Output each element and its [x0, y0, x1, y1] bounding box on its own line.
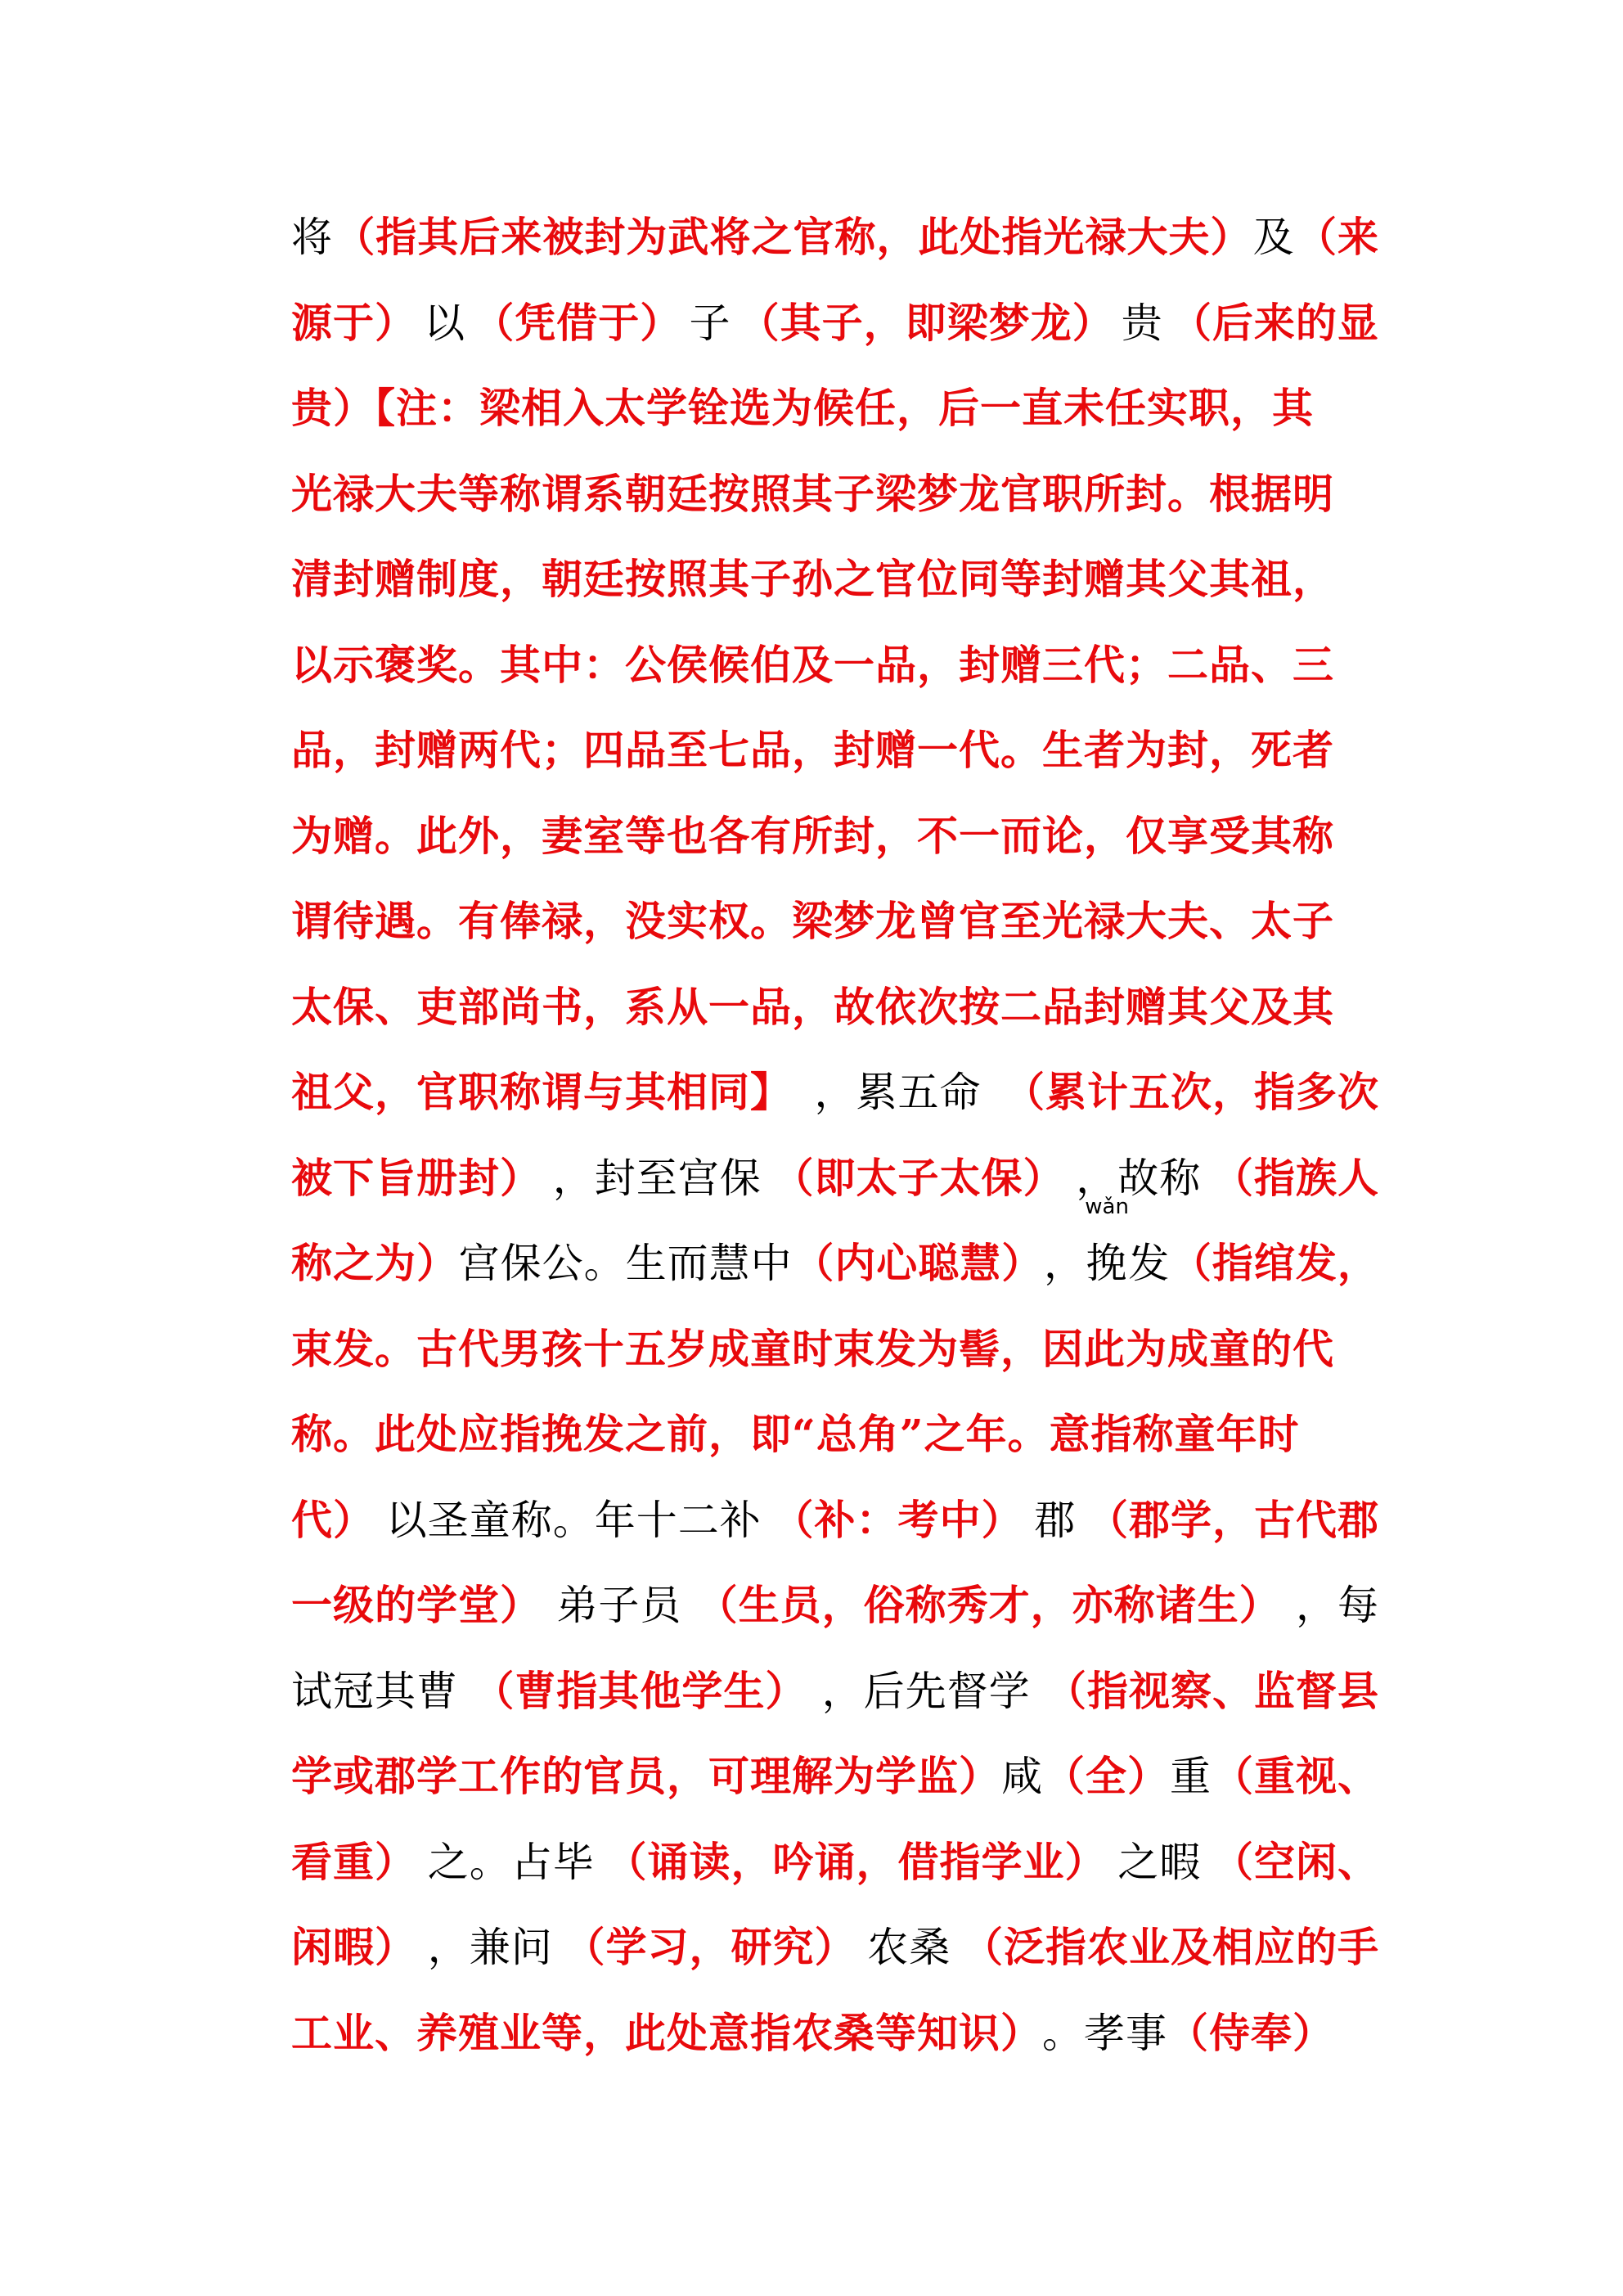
- original-text-segment: ，每: [1295, 1582, 1379, 1629]
- original-text-segment: ，兼问: [427, 1924, 553, 1971]
- annotation-segment: （指其后来被封为武将之官称，此处指光禄大夫）: [334, 213, 1252, 261]
- annotation-segment: （来: [1295, 213, 1379, 261]
- original-text-segment: 将: [291, 214, 333, 261]
- annotation-segment: 一级的学堂）: [291, 1581, 542, 1629]
- original-text-segment: ，故称: [1076, 1154, 1202, 1202]
- annotation-segment: （后来的显: [1170, 298, 1379, 347]
- text-line: [291, 1649, 1379, 1734]
- original-text-segment: 。孝事: [1042, 2009, 1167, 2057]
- annotation-segment: 闲暇）: [291, 1923, 416, 1971]
- annotation-segment: 代）: [291, 1495, 375, 1544]
- original-text-segment: 弟子员: [556, 1582, 682, 1629]
- original-text-segment: ，封至宫保: [552, 1154, 762, 1202]
- annotation-segment: 祖父，官职称谓与其相同】: [291, 1068, 792, 1116]
- original-text-segment: ，: [1043, 1240, 1086, 1287]
- annotation-segment: （指视察、监督县: [1045, 1666, 1379, 1715]
- text-line: [291, 1392, 1379, 1477]
- original-text-segment: 以: [424, 299, 466, 347]
- text-line: [291, 1905, 1379, 1990]
- pinyin-gloss: wǎn: [1085, 1195, 1129, 1219]
- annotation-segment: 谓待遇。有俸禄，没实权。梁梦龙曾官至光禄大夫、太子: [291, 897, 1334, 945]
- annotation-segment: （其子，即梁梦龙）: [738, 298, 1114, 347]
- annotation-segment: 称。此处应指挽发之前，即“总角”之年。意指称童年时: [291, 1410, 1300, 1458]
- annotation-segment: 为赠。此外，妻室等也各有所封，不一而论，仅享受其称: [291, 811, 1334, 860]
- original-text-segment: 之暇: [1117, 1838, 1202, 1886]
- annotation-segment: （凭借于）: [473, 298, 682, 347]
- original-text-segment: 子: [689, 299, 731, 347]
- annotation-segment: （侍奉）: [1167, 2008, 1334, 2057]
- annotation-segment: （重视、: [1212, 1752, 1379, 1800]
- original-text-segment: 以圣童称。年十二补: [385, 1496, 762, 1544]
- annotation-segment: 光禄大夫等称谓系朝廷按照其子梁梦龙官职所封。根据明: [291, 469, 1334, 518]
- annotation-segment: 工业、养殖业等，此处意指农桑等知识）: [291, 2008, 1042, 2057]
- annotation-segment: （诵读，吟诵，借指学业）: [605, 1837, 1107, 1886]
- text-line: [291, 794, 1379, 879]
- text-line: [291, 1820, 1379, 1905]
- annotation-segment: （内心聪慧）: [793, 1239, 1044, 1287]
- annotation-segment: 看重）: [291, 1837, 416, 1886]
- text-line: [291, 1307, 1379, 1392]
- original-text-segment: 农桑: [867, 1924, 951, 1971]
- annotation-segment: 束发。古代男孩十五岁成童时束发为髻，因此为成童的代: [291, 1324, 1334, 1373]
- original-text-segment: 试冠其曹: [291, 1667, 458, 1715]
- annotation-segment: 品，封赠两代；四品至七品，封赠一代。生者为封，死者: [291, 726, 1334, 774]
- annotation-segment: （曹指其他学生）: [473, 1666, 807, 1715]
- annotation-segment: 被下旨册封）: [291, 1153, 542, 1202]
- annotation-segment: （泛指农业及相应的手: [962, 1923, 1379, 1971]
- text-line: [291, 1050, 1379, 1135]
- annotation-segment: 贵）【注：梁相入太学铨选为候任，后一直未任实职，其: [291, 384, 1314, 432]
- annotation-segment: 学或郡学工作的官员，可理解为学监）: [291, 1752, 1000, 1800]
- text-line: [291, 452, 1379, 537]
- text-line: [291, 1136, 1379, 1221]
- annotation-segment: （空闲、: [1212, 1837, 1379, 1886]
- original-text-segment: 重: [1170, 1753, 1212, 1800]
- text-line: [291, 1478, 1379, 1563]
- text-line: [291, 1195, 1379, 1306]
- text-line: [291, 1563, 1379, 1648]
- original-text-segment: 宫保公。生而慧中: [458, 1240, 793, 1287]
- annotation-segment: 源于）: [291, 298, 416, 347]
- annotation-segment: 太保、吏部尚书，系从一品，故依次按二品封赠其父及其: [291, 982, 1334, 1031]
- original-text-segment: 之。占毕: [427, 1838, 595, 1886]
- text-line: [291, 623, 1379, 708]
- text-line: [291, 1991, 1379, 2076]
- text-line: [291, 708, 1379, 793]
- original-text-segment: ，累五命: [814, 1069, 982, 1116]
- annotation-segment: （即太子太保）: [772, 1153, 1065, 1202]
- original-text-segment: ，后先督学: [821, 1667, 1031, 1715]
- annotation-segment: （补：考中）: [772, 1495, 1023, 1544]
- original-text-segment: 发: [1128, 1240, 1171, 1287]
- text-line: [291, 537, 1379, 622]
- original-text-segment: 贵: [1121, 299, 1163, 347]
- text-line: [291, 281, 1379, 366]
- glossed-character: [1085, 1195, 1129, 1306]
- annotation-segment: 称之为）: [291, 1239, 458, 1287]
- annotation-segment: （全）: [1044, 1752, 1169, 1800]
- glossed-character-base: 挽: [1086, 1240, 1128, 1287]
- annotation-segment: 清封赠制度，朝廷按照其子孙之官位同等封赠其父其祖，: [291, 555, 1334, 603]
- annotation-segment: 以示褒奖。其中：公侯候伯及一品，封赠三代；二品、三: [291, 640, 1334, 689]
- text-line: [291, 879, 1379, 964]
- annotation-segment: （郡学，古代郡: [1087, 1495, 1379, 1544]
- text-line: [291, 1734, 1379, 1819]
- original-text-segment: 咸: [1001, 1753, 1043, 1800]
- text-line: [291, 965, 1379, 1050]
- annotation-segment: （指绾发，: [1170, 1239, 1379, 1287]
- original-text-segment: 及: [1252, 214, 1295, 261]
- annotation-segment: （累计五次，指多次: [1004, 1068, 1379, 1116]
- text-line: [291, 366, 1379, 451]
- text-line: [291, 195, 1379, 280]
- annotation-segment: （学习，研究）: [564, 1923, 856, 1971]
- annotation-segment: （生员，俗称秀才，亦称诸生）: [696, 1581, 1281, 1629]
- original-text-segment: 郡: [1034, 1496, 1077, 1544]
- annotation-segment: （指族人: [1212, 1153, 1379, 1202]
